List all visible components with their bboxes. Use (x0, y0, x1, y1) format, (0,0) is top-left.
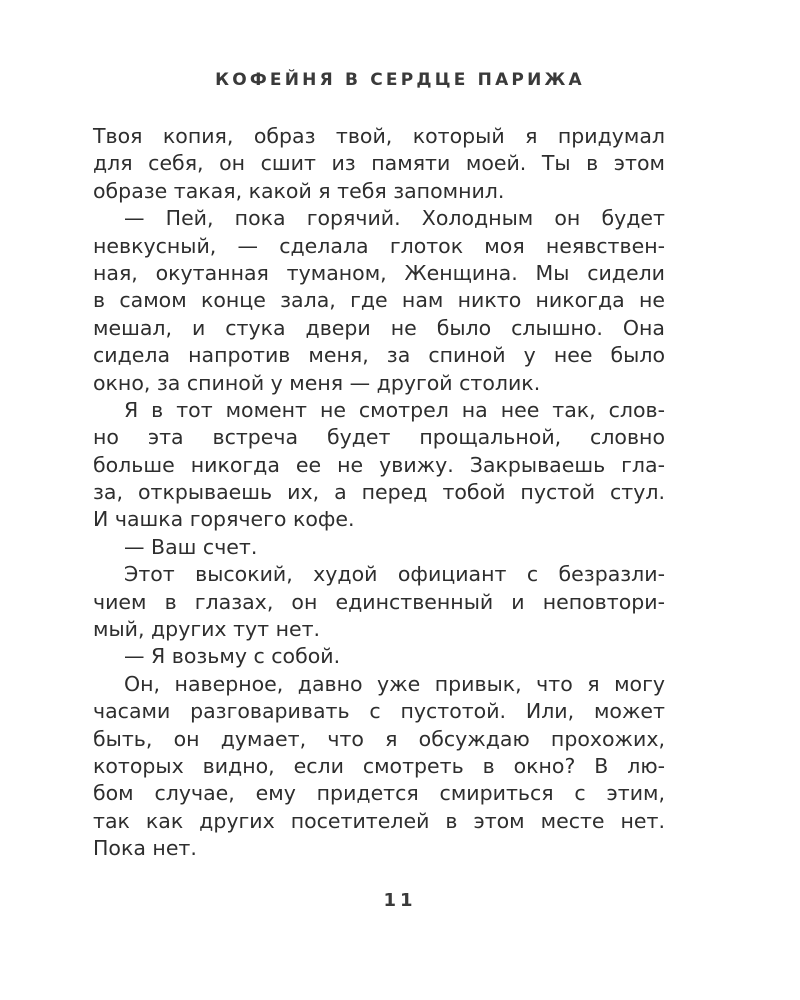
text-line: Пока нет. (93, 836, 197, 861)
text-line: образе такая, какой я тебя запомнил. (93, 178, 505, 203)
text-line: Он, наверное, давно уже привык, что я могу (124, 671, 665, 696)
text-line: Твоя копия, образ твой, который я придумал (93, 124, 665, 148)
text-line: мешал, и стука двери не было слышно. Она (93, 315, 665, 340)
text-line: Этот высокий, худой официант с безразли- (124, 562, 665, 587)
text-line: невкусный, — сделала глоток моя неявствен- (93, 233, 665, 258)
text-line: быть, он думает, что я обсуждаю прохожих, (93, 726, 665, 751)
text-line: но эта встреча будет прощальной, словно (93, 425, 665, 450)
text-line: которых видно, если смотреть в окно? В лю- (93, 753, 665, 778)
text-line: больше никогда ее не увижу. Закрываешь гла- (93, 452, 665, 477)
body-text (93, 123, 665, 863)
text-line: мый, других тут нет. (93, 617, 321, 642)
text-line: — Я возьму с собой. (124, 644, 341, 669)
text-line: чием в глазах, он единственный и неповтори- (93, 589, 665, 614)
running-head-title: КОФЕЙНЯ В СЕРДЦЕ ПАРИЖА (215, 70, 585, 90)
text-line: бом случае, ему придется смириться с этим, (93, 781, 665, 806)
page-number: 11 (383, 890, 417, 911)
text-line: — Пей, пока горячий. Холодным он будет (124, 206, 665, 231)
text-line: сидела напротив меня, за спиной у нее было (93, 343, 665, 368)
text-line: так как других посетителей в этом месте нет. (93, 808, 665, 833)
text-line: И чашка горячего кофе. (93, 507, 355, 532)
text-line: часами разговаривать с пустотой. Или, может (93, 699, 665, 724)
text-line: Я в тот момент не смотрел на нее так, слов- (124, 397, 665, 422)
text-line: за, открываешь их, а перед тобой пустой стул. (93, 480, 665, 505)
text-line: для себя, он сшит из памяти моей. Ты в этом (93, 151, 665, 176)
text-line: ная, окутанная туманом, Женщина. Мы сидели (93, 260, 665, 285)
text-line: — Ваш счет. (124, 534, 258, 559)
text-line: в самом конце зала, где нам никто никогда не (93, 288, 665, 313)
text-line: окно, за спиной у меня — другой столик. (93, 370, 541, 395)
